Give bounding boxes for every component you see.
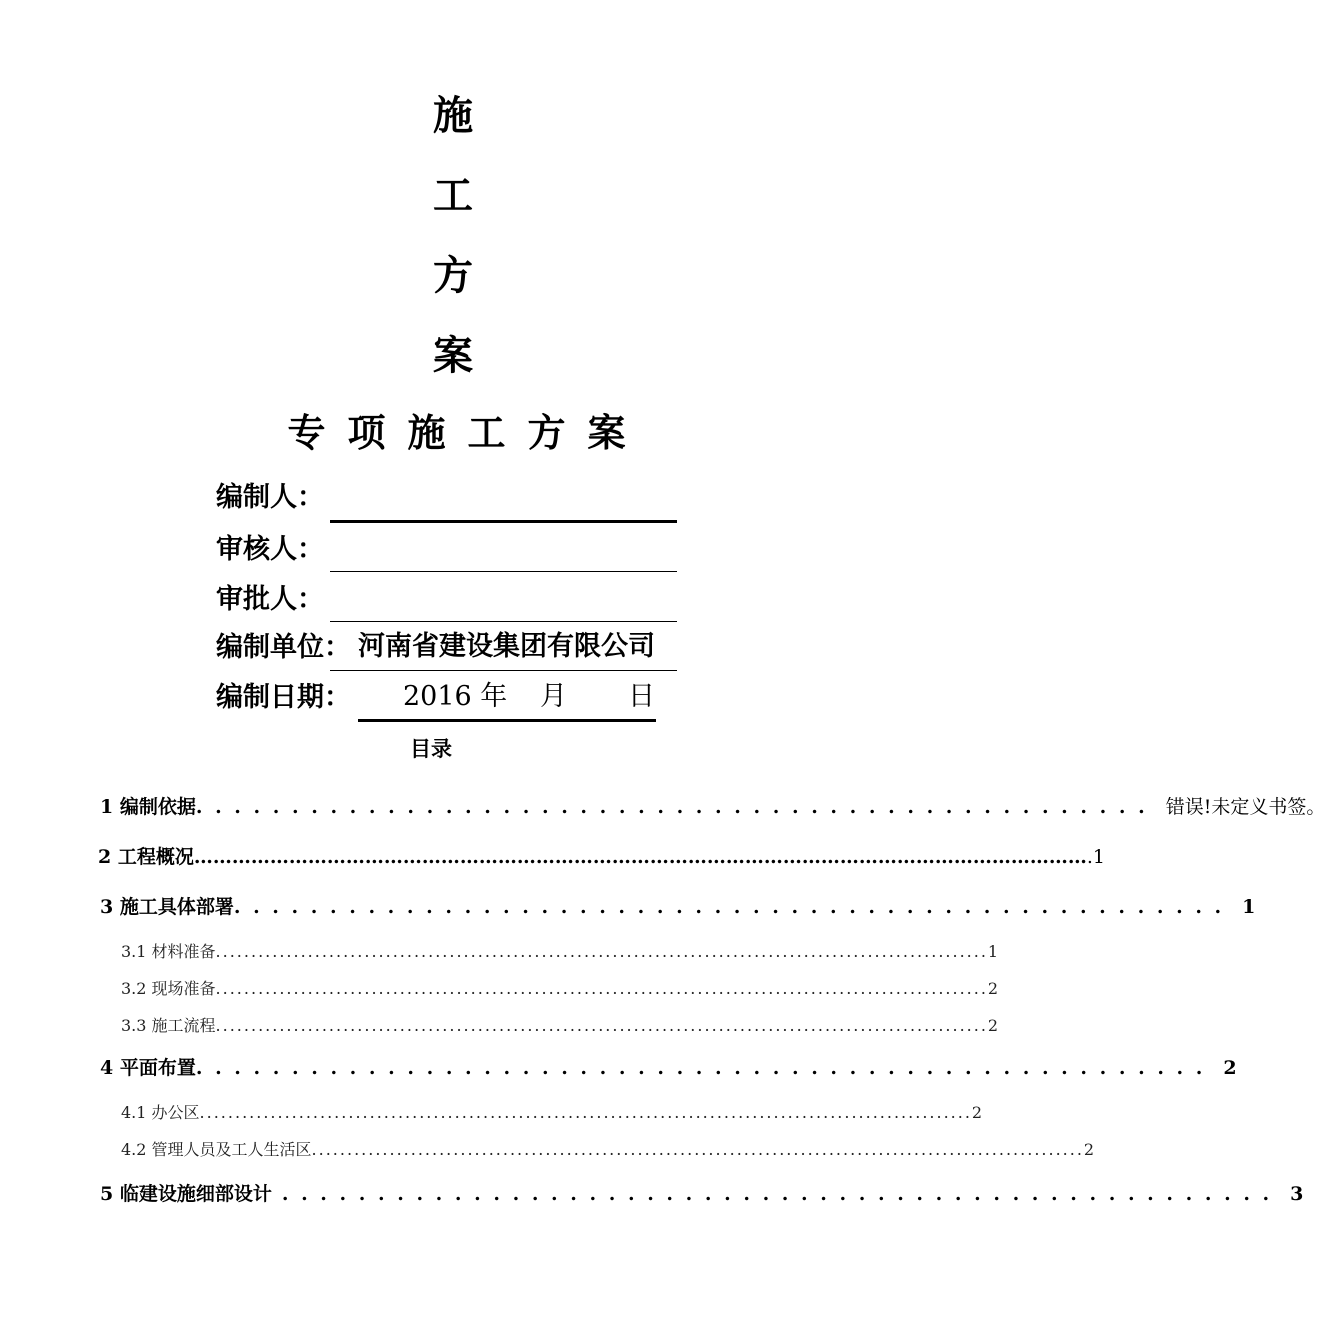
toc-entry[interactable] [121,976,999,999]
toc-leader-dots: ............................................................................................................. [215,979,988,998]
toc-leader-dots: . . . . . . . . . . . . . . . . . . . . . . . . . . . . . . . . . . . . . . . . . . . . . . . . . . . . [281,1183,1273,1205]
unit-value: 河南省建设集团有限公司 [358,631,655,662]
date-line [358,719,656,722]
toc-title: 目录 [410,736,452,761]
toc-entry[interactable] [121,1100,983,1123]
toc-leader-dots: ............................................................................................................. [215,942,988,961]
toc-entry-page: 3 [1290,1183,1304,1205]
toc-entry-page: 1 [987,942,999,961]
toc-entry[interactable] [100,792,1325,819]
toc-leader-dots: . . . . . . . . . . . . . . . . . . . . . . . . . . . . . . . . . . . . . . . . . . . . . . . . . . [195,796,1148,818]
approver-label: 审批人： [216,584,324,615]
vertical-title-char-2: 工 [433,172,473,219]
toc-entry-page: .1 [1086,846,1105,868]
vertical-title-char-3: 方 [433,252,473,299]
toc-entry-page: 2 [987,1016,999,1035]
toc-entry-label: 4.2 管理人员及工人生活区 [121,1140,312,1159]
toc-leader-dots: ............................................................................................................. [199,1103,972,1122]
toc-entry-page: 1 [1242,896,1256,918]
toc-leader-dots: ............................................................................................................. [215,1016,988,1035]
approver-line [330,621,677,622]
compiler-line [330,520,677,523]
toc-entry-page: 2 [1083,1140,1095,1159]
toc-entry-page: 2 [987,979,999,998]
toc-leader-dots: ............................................................................................................. [311,1140,1084,1159]
toc-entry-label: 3.3 施工流程 [121,1016,216,1035]
toc-entry-page: 2 [1223,1057,1237,1079]
reviewer-label: 审核人： [216,534,324,565]
toc-leader-dots: . . . . . . . . . . . . . . . . . . . . . . . . . . . . . . . . . . . . . . . . . . . . . . . . . . . . . [195,1057,1206,1079]
toc-entry[interactable] [100,1053,1237,1080]
toc-entry-page: 错误!未定义书签。 [1165,796,1325,818]
compiler-label: 编制人： [216,482,324,513]
toc-entry[interactable] [121,1137,1095,1160]
toc-entry-label: 5 临建设施细部设计 [100,1183,272,1205]
document-title: 专项施工方案 [287,410,648,455]
date-label: 编制日期： [216,682,351,713]
date-year: 2016 年 [403,681,508,712]
toc-entry-label: 3 施工具体部署 [100,896,234,918]
vertical-title-char-1: 施 [433,92,473,139]
vertical-title-char-4: 案 [433,332,473,379]
toc-entry[interactable] [98,842,1105,869]
date-month: 月 [540,681,567,712]
toc-entry-label: 4 平面布置 [100,1057,196,1079]
toc-leader-dots: . . . . . . . . . . . . . . . . . . . . . . . . . . . . . . . . . . . . . . . . . . . . . . . . . . . . [233,896,1225,918]
unit-line [330,670,677,671]
toc-entry[interactable] [121,1013,999,1036]
toc-entry-page: 2 [971,1103,983,1122]
toc-entry[interactable] [100,1179,1304,1206]
date-day: 日 [628,681,655,712]
toc-entry-label: 1 编制依据 [100,796,196,818]
toc-entry[interactable] [121,939,999,962]
unit-label: 编制单位： [216,632,351,663]
toc-entry-label: 4.1 办公区 [121,1103,200,1122]
toc-entry-label: 3.2 现场准备 [121,979,216,998]
toc-entry[interactable] [100,892,1256,919]
reviewer-line [330,571,677,572]
toc-leader-dots: …………………………………………………………………………………………………………………………… [193,846,1087,868]
toc-entry-label: 2 工程概况 [98,846,194,868]
toc-entry-label: 3.1 材料准备 [121,942,216,961]
